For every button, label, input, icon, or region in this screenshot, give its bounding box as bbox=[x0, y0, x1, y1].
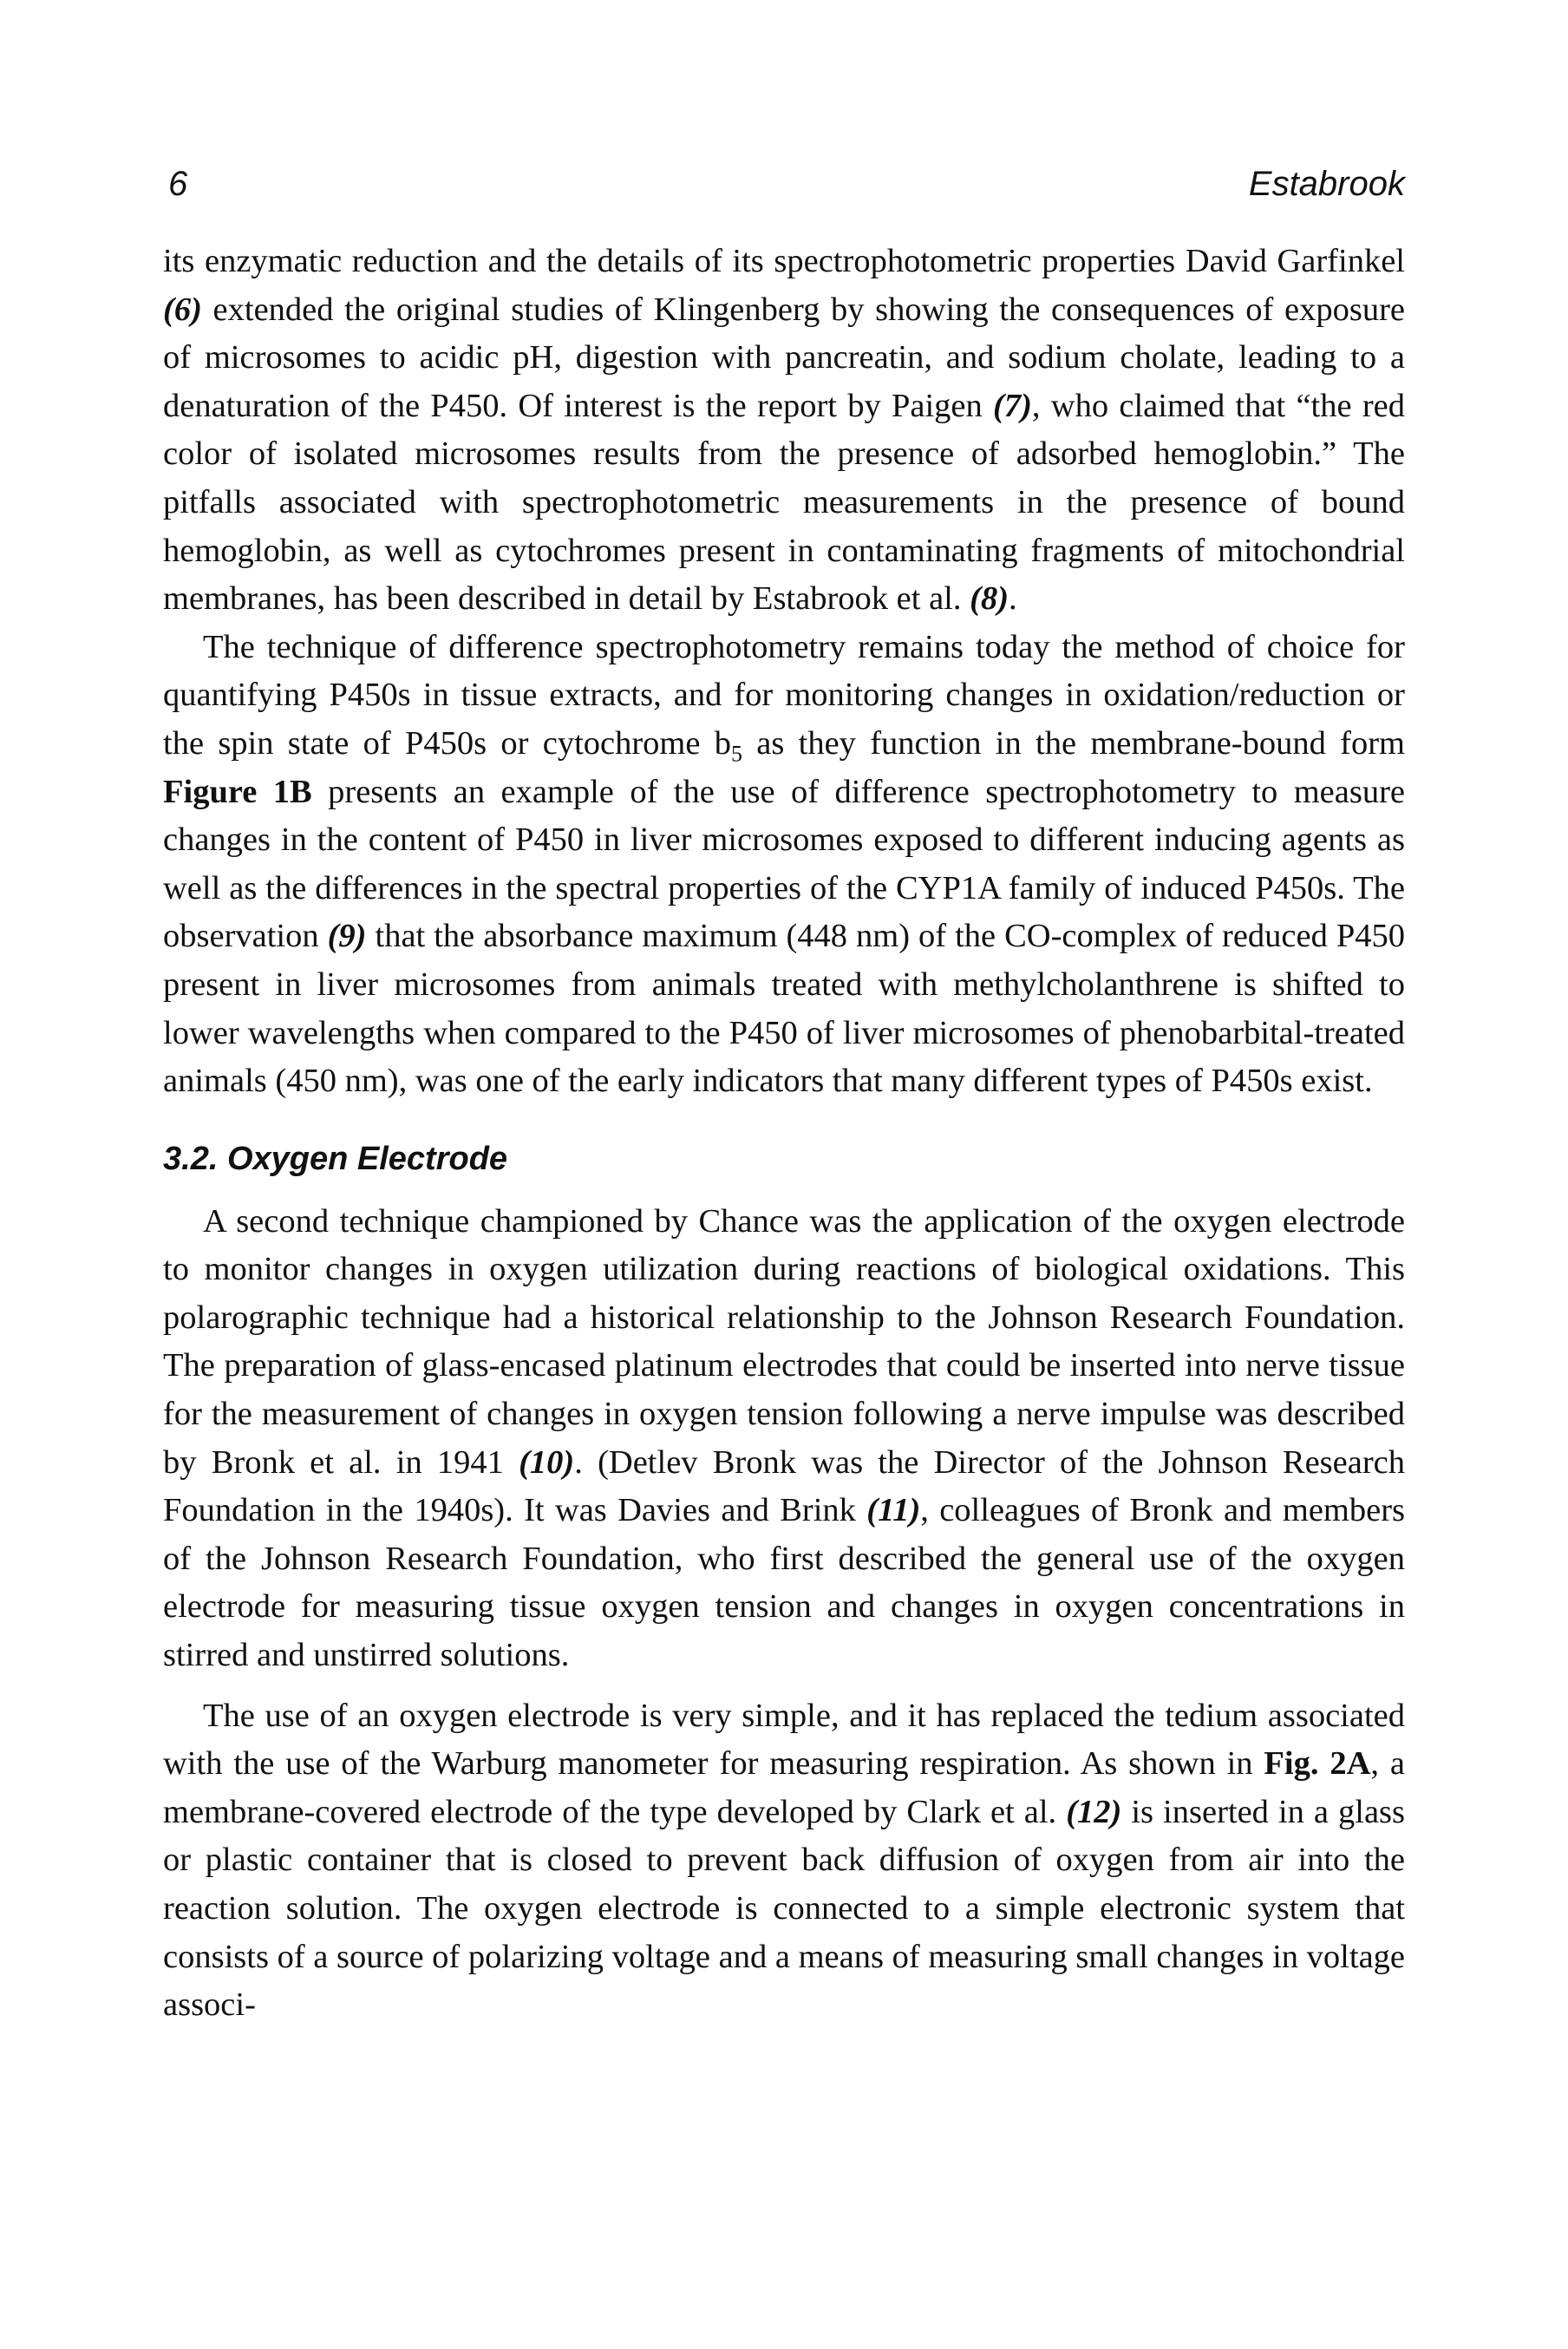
citation-6: (6) bbox=[163, 291, 202, 328]
figure-2a-reference: Fig. 2A bbox=[1264, 1745, 1371, 1783]
figure-1b-reference: Figure 1B bbox=[163, 773, 312, 810]
running-head-author: Estabrook bbox=[1248, 165, 1405, 203]
citation-11: (11) bbox=[866, 1492, 921, 1529]
paragraph-4: The use of an oxygen electrode is very simple, and it has replaced the tedium associated with the use of the Warburg manometer for measuring respiration. As shown in Fig. 2A, a membrane-covered electrode of the type developed by Clark et al. (12) is inserted in a glass or plastic container that is closed to prevent back diffusion of oxygen from air into the reaction solution. The oxygen electrode is connected to a simple electronic system that consists of a source of polarizing voltage and a means of measuring small changes in voltage associ- bbox=[163, 1697, 1406, 2024]
citation-9: (9) bbox=[327, 918, 367, 955]
paragraph-1: its enzymatic reduction and the details of its spectrophotometric properties David Garfinkel (6) extended the original studies of Klingenberg by showing the consequences of exposure of microsomes to acidic pH, digestion with pancreatin, and sodium cholate, leading to a denaturation of the P450. Of interest is the report by Paigen (7), who claimed that “the red color of isolated microsomes results from the presence of adsorbed hemoglobin.” The pitfalls associated with spectrophotometric measurements in the presence of bound hemoglobin, as well as cytochromes present in contaminating fragments of mitochondrial membranes, has been described in detail by Estabrook et al. (8). bbox=[163, 243, 1406, 618]
section-heading: 3.2. Oxygen Electrode bbox=[163, 1140, 508, 1177]
paragraph-3: A second technique championed by Chance was the application of the oxygen electrode to monitor changes in oxygen utilization during reactions of biological oxidations. This polarographic technique had a historical relationship to the Johnson Research Foundation. The preparation of glass-encased platinum electrodes that could be inserted into nerve tissue for the measurement of changes in oxygen tension following a nerve impulse was described by Bronk et al. in 1941 (10). (Detlev Bronk was the Director of the Johnson Research Foundation in the 1940s). It was Davies and Brink (11), colleagues of Bronk and members of the Johnson Research Foundation, who first described the general use of the oxygen electrode for measuring tissue oxygen tension and changes in oxygen concentrations in stirred and unstirred solutions. bbox=[163, 1202, 1406, 1674]
body-text bbox=[163, 238, 1405, 2030]
citation-7: (7) bbox=[993, 387, 1032, 424]
citation-12: (12) bbox=[1066, 1793, 1122, 1830]
citation-10: (10) bbox=[519, 1443, 575, 1481]
paragraph-2: The technique of difference spectrophotometry remains today the method of choice for quantifying P450s in tissue extracts, and for monitoring changes in oxidation/reduction or the spin state of P450s or cytochrome $b_5$ as they function in the membrane-bound form Figure 1B presents an example of the use of difference spectrophotometry to measure changes in the content of P450 in liver microsomes exposed to different inducing agents as well as the differences in the spectral properties of the CYP1A family of induced P450s. The observation (9) that the absorbance maximum (448 nm) of the CO-complex of reduced P450 present in liver microsomes from animals treated with methylcholanthrene is shifted to lower wavelengths when compared to the P450 of liver microsomes of phenobarbital-treated animals (450 nm), was one of the early indicators that many different types of P450s exist. bbox=[163, 628, 1405, 1100]
subscript-5: 5 bbox=[731, 741, 742, 767]
running-head bbox=[163, 165, 1405, 226]
page-number: 6 bbox=[168, 165, 188, 203]
citation-8: (8) bbox=[970, 580, 1009, 618]
document-page bbox=[163, 165, 1405, 2030]
